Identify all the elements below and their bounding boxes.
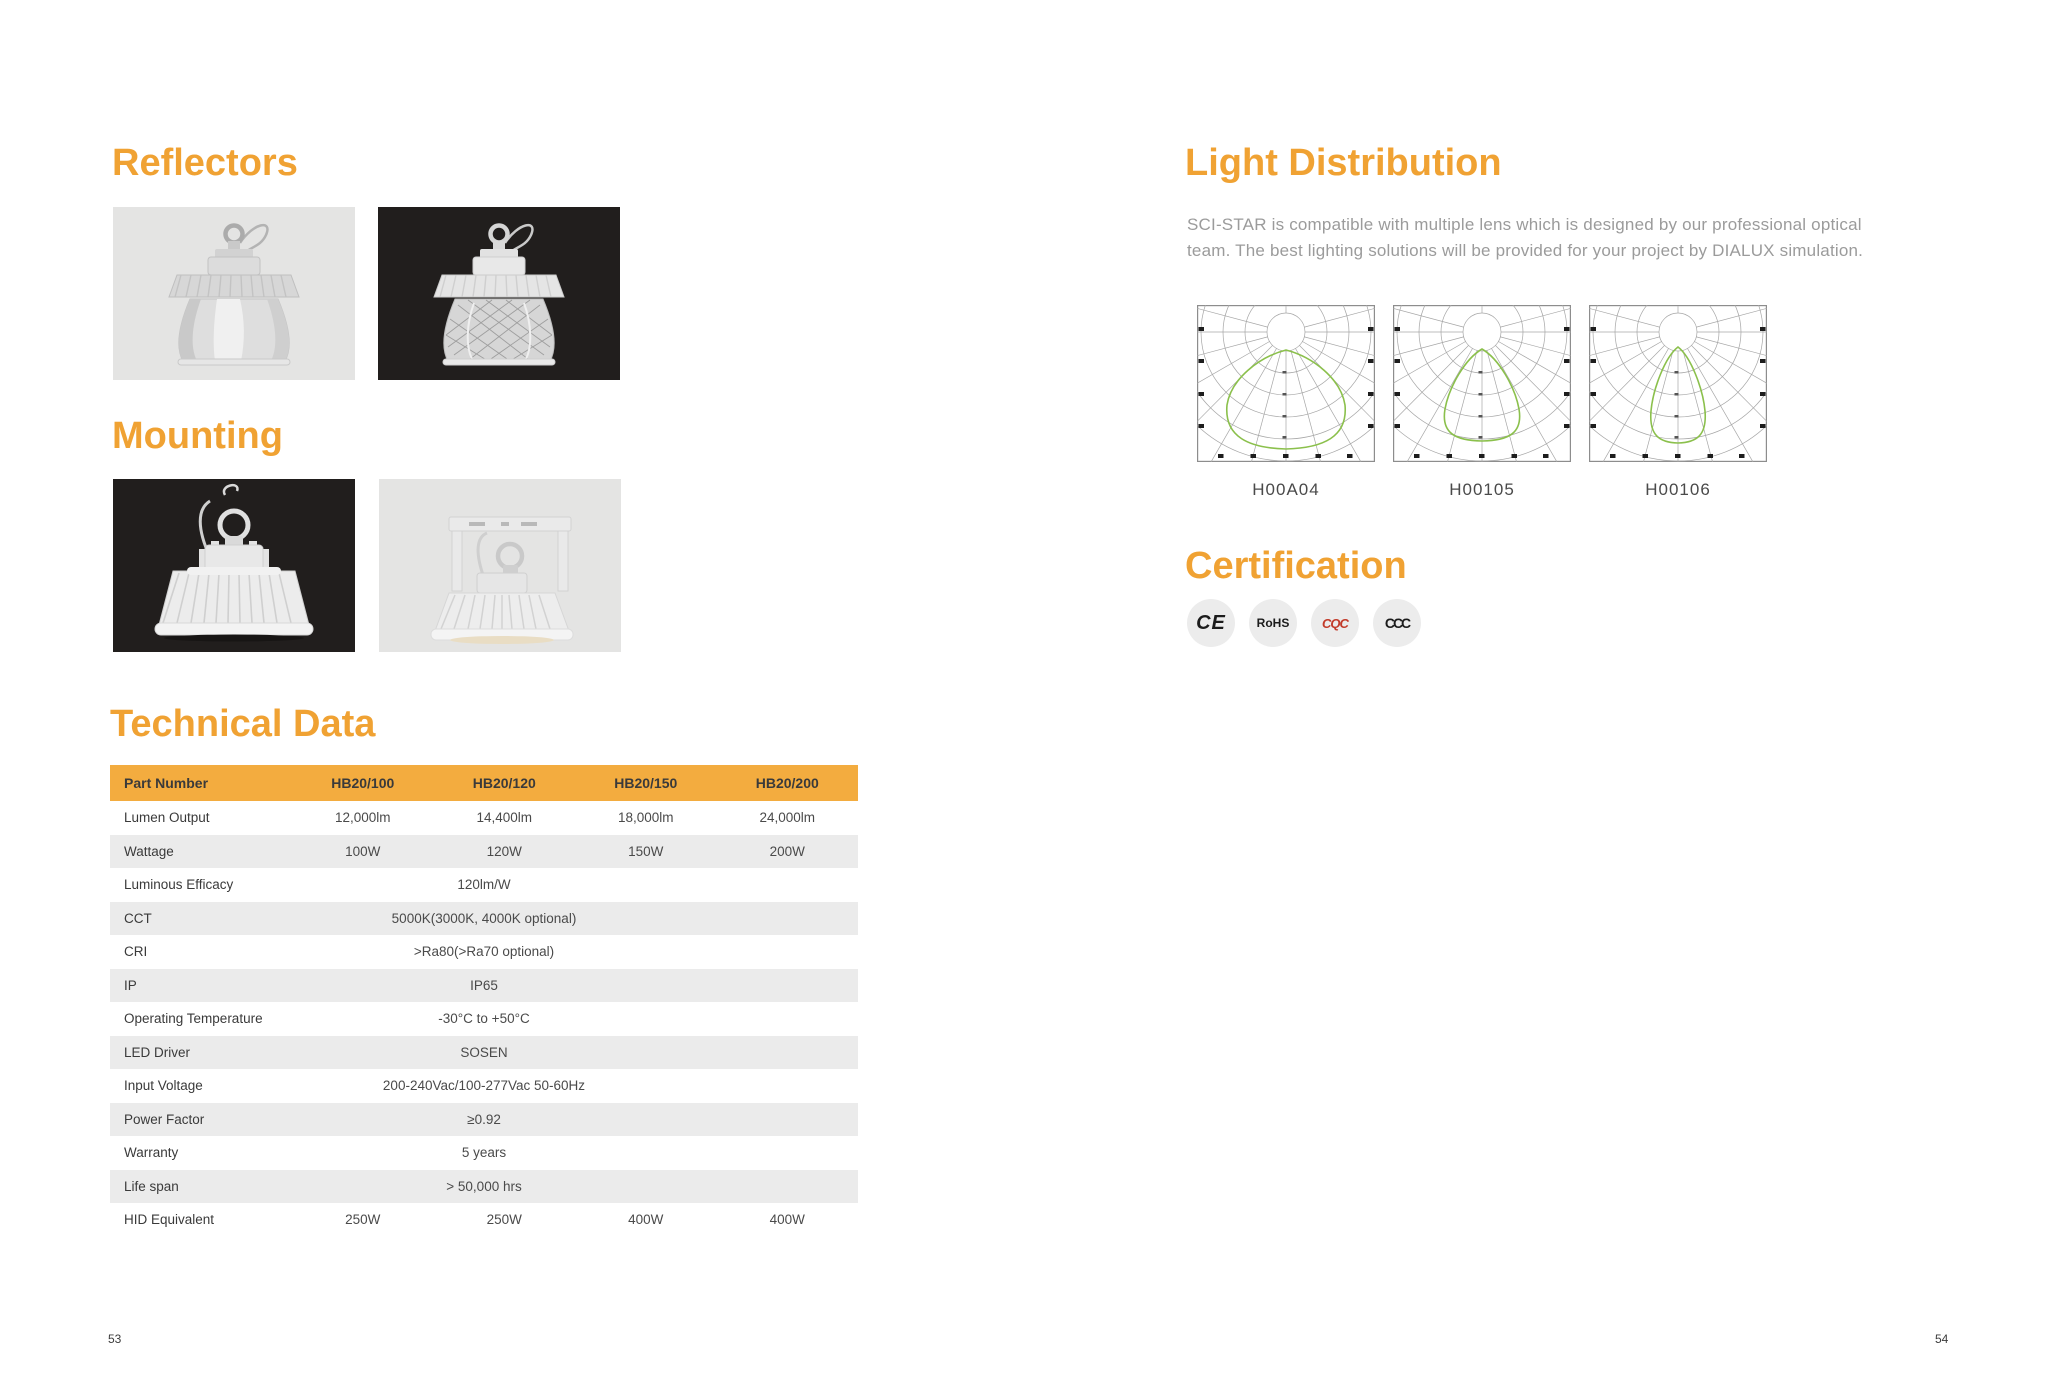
row-value: 400W — [769, 1212, 805, 1228]
row-label: Warranty — [124, 1145, 179, 1161]
reflector-aluminum-image — [113, 207, 355, 380]
table-header-cell: HB20/200 — [755, 775, 819, 791]
row-value: 150W — [628, 843, 664, 859]
mounting-heading: Mounting — [112, 415, 283, 457]
table-row — [110, 1002, 858, 1036]
ccc-mark-icon: CCC — [1373, 599, 1421, 647]
row-value: 250W — [486, 1212, 522, 1228]
row-value-merged: 120lm/W — [457, 877, 511, 893]
table-body — [110, 801, 858, 1237]
table-row — [110, 969, 858, 1003]
row-label: Luminous Efficacy — [124, 877, 234, 893]
row-value-merged: > 50,000 hrs — [446, 1178, 522, 1194]
row-value: 250W — [345, 1212, 381, 1228]
row-value-merged: >Ra80(>Ra70 optional) — [413, 944, 555, 960]
row-label: Operating Temperature — [124, 1011, 263, 1027]
row-label: CCT — [124, 910, 152, 926]
diagram-label: H00A04 — [1252, 480, 1320, 499]
table-row — [110, 935, 858, 969]
light-distribution-description: SCI-STAR is compatible with multiple lens which is designed by our professional optical team. The best lighting solutions will be provided for your project by DIALUX simulation. — [1187, 215, 1864, 260]
page-number-left: 53 — [108, 1332, 122, 1346]
ce-mark-icon: CE — [1187, 599, 1235, 647]
polar-curve-narrow-icon — [1589, 305, 1767, 462]
row-label: Life span — [124, 1178, 179, 1194]
photometric-diagram — [1393, 305, 1571, 500]
row-value: 400W — [628, 1212, 664, 1228]
photometric-diagram — [1197, 305, 1375, 500]
polar-curve-wide-icon — [1197, 305, 1375, 462]
row-value-merged: IP65 — [470, 977, 498, 993]
table-row — [110, 868, 858, 902]
table-row — [110, 1103, 858, 1137]
row-value: 100W — [345, 843, 381, 859]
photometric-diagram — [1589, 305, 1767, 500]
table-header-cell: HB20/100 — [331, 775, 395, 791]
row-value-merged: SOSEN — [460, 1044, 508, 1060]
table-row — [110, 835, 858, 869]
page-number-right: 54 — [1935, 1332, 1949, 1346]
certification-heading: Certification — [1185, 545, 1407, 587]
technical-data-heading: Technical Data — [110, 703, 376, 745]
row-label: LED Driver — [124, 1044, 191, 1060]
reflector-prismatic-image — [378, 207, 620, 380]
highbay-bracket-mount-icon — [379, 479, 621, 652]
rohs-mark-icon: RoHS — [1249, 599, 1297, 647]
table-row — [110, 1170, 858, 1204]
mounting-bracket-image — [379, 479, 621, 652]
row-label: HID Equivalent — [124, 1212, 215, 1228]
table-row — [110, 1203, 858, 1237]
table-header-cell: Part Number — [124, 775, 209, 791]
highbay-hook-mount-icon — [113, 479, 355, 652]
table-row — [110, 1036, 858, 1070]
row-value: 12,000lm — [334, 810, 391, 826]
polar-curve-medium-icon — [1393, 305, 1571, 462]
row-value-merged: 5 years — [461, 1145, 507, 1161]
row-value: 200W — [769, 843, 805, 859]
row-value-merged: 200-240Vac/100-277Vac 50-60Hz — [382, 1078, 586, 1094]
table-row — [110, 902, 858, 936]
row-value: 24,000lm — [759, 810, 816, 826]
table-row — [110, 1136, 858, 1170]
certification-badges — [1187, 599, 1421, 647]
technical-data-table — [110, 765, 858, 1237]
row-value: 18,000lm — [617, 810, 674, 826]
mounting-hook-image — [113, 479, 355, 652]
table-row — [110, 801, 858, 835]
light-distribution-heading: Light Distribution — [1185, 142, 1502, 184]
table-row — [110, 1069, 858, 1103]
row-label: CRI — [124, 944, 148, 960]
row-value: 14,400lm — [476, 810, 533, 826]
row-label: Lumen Output — [124, 810, 210, 826]
row-label: IP — [124, 977, 137, 993]
table-header-row — [110, 765, 858, 801]
row-label: Input Voltage — [124, 1078, 203, 1094]
table-header-cell: HB20/120 — [472, 775, 536, 791]
highbay-aluminum-reflector-icon — [113, 207, 355, 380]
row-value-merged: ≥0.92 — [467, 1111, 501, 1127]
highbay-prismatic-reflector-icon — [378, 207, 620, 380]
diagram-label: H00105 — [1449, 480, 1515, 499]
row-value-merged: 5000K(3000K, 4000K optional) — [391, 910, 577, 926]
row-label: Wattage — [124, 843, 174, 859]
row-value-merged: -30°C to +50°C — [438, 1011, 530, 1027]
reflectors-heading: Reflectors — [112, 142, 298, 184]
diagram-label: H00106 — [1645, 480, 1711, 499]
table-header-cell: HB20/150 — [614, 775, 678, 791]
row-label: Power Factor — [124, 1111, 205, 1127]
cqc-mark-icon: CQC — [1311, 599, 1359, 647]
row-value: 120W — [486, 843, 522, 859]
